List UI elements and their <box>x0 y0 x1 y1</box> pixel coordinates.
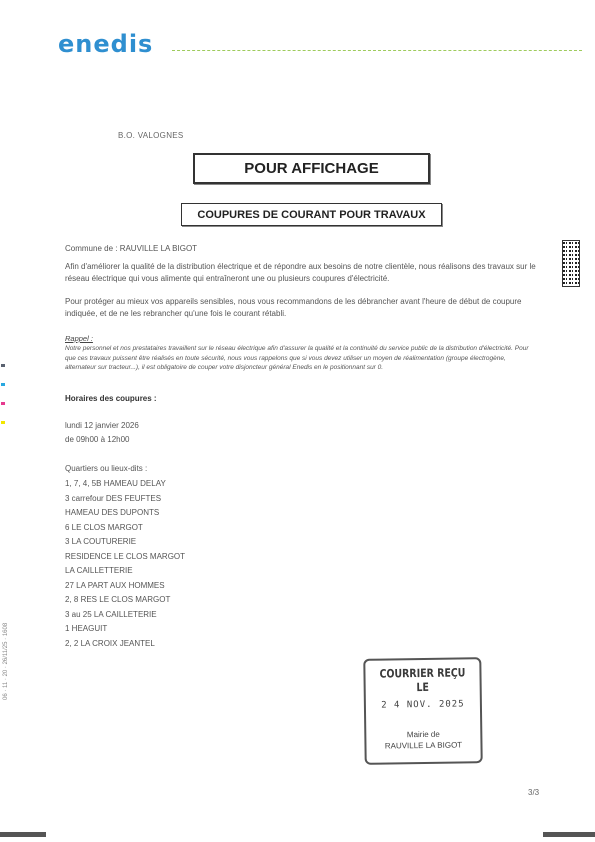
scan-mark <box>1 383 5 386</box>
scan-footer-bar-left <box>0 832 46 837</box>
stamp-mairie: Mairie de <box>406 729 440 740</box>
area-item: 3 LA COUTURERIE <box>65 537 137 546</box>
area-item: 3 au 25 LA CAILLETERIE <box>65 609 157 619</box>
scan-footer-bar-right <box>543 832 595 837</box>
stamp-date: 2 4 NOV. 2025 <box>381 699 465 711</box>
outage-date: lundi 12 janvier 2026 <box>65 421 139 430</box>
area-item: RESIDENCE LE CLOS MARGOT <box>65 551 186 561</box>
area-item: 6 LE CLOS MARGOT <box>65 522 143 532</box>
scan-mark <box>1 402 5 405</box>
stamp-commune: RAUVILLE LA BIGOT <box>384 740 463 751</box>
advice-paragraph: Pour protéger au mieux vos appareils sensibles, nous vous recommandons de les débrancher avant l'heure de début de coupure indiquée, et de ne les rebrancher qu'une fois le courant rétabli. <box>65 297 522 318</box>
commune-line: Commune de : RAUVILLE LA BIGOT <box>65 244 198 253</box>
area-item: 1 HEAGUIT <box>65 624 108 633</box>
area-item: HAMEAU DES DUPONTS <box>65 508 160 517</box>
area-item: 2, 8 RES LE CLOS MARGOT <box>65 595 171 604</box>
sender-office: B.O. VALOGNES <box>118 131 184 140</box>
scan-mark <box>1 364 5 367</box>
enedis-logo: enedis <box>58 30 154 58</box>
scan-mark <box>1 421 5 424</box>
area-item: 27 LA PART AUX HOMMES <box>65 580 165 590</box>
reception-stamp <box>363 657 482 765</box>
areas-label: Quartiers ou lieux-dits : <box>65 464 148 473</box>
area-item: 2, 2 LA CROIX JEANTEL <box>65 638 155 648</box>
header-divider <box>172 50 582 51</box>
stamp-title: COURRIER REÇU LE <box>379 665 466 695</box>
page-number: 3/3 <box>528 788 540 797</box>
reminder-text: Notre personnel et nos prestataires travaillent sur le réseau électrique afin d'assurer la qualité et la continuité du service public de la distribution d'électricité. Pour que ces travaux puissent être réalisés en toute sécurité, nous vous rappelons que si vous devez utiliser un moyen de réalimentation (groupe électrogène, alternateur sur tracteur...), il est obligatoire de couper votre disjoncteur général Enedis en le positionnant sur 0. <box>65 345 529 371</box>
outage-time: de 09h00 à 12h00 <box>65 435 130 444</box>
side-tracking-code: 06 · 11 · 20 · 26/11/25 · 1608 <box>3 622 9 700</box>
schedule-label: Horaires des coupures : <box>65 394 157 403</box>
notice-subtitle: COUPURES DE COURANT POUR TRAVAUX <box>197 208 426 221</box>
area-item: 1, 7, 4, 5B HAMEAU DELAY <box>65 479 166 488</box>
reminder-title: Rappel : <box>65 334 93 343</box>
datamatrix-code <box>562 240 580 287</box>
area-item: 3 carrefour DES FEUFTES <box>65 493 162 503</box>
notice-subtitle-box <box>181 203 442 226</box>
notice-title: POUR AFFICHAGE <box>244 160 379 177</box>
area-item: LA CAILLETTERIE <box>65 566 133 575</box>
notice-title-box <box>193 153 430 184</box>
intro-paragraph: Afin d'améliorer la qualité de la distribution électrique et de répondre aux besoins de notre clientèle, nous réalisons des travaux sur le réseau électrique qui vous alimente qui entraîneront une ou plusieurs coupures d'électricité. <box>65 262 536 283</box>
